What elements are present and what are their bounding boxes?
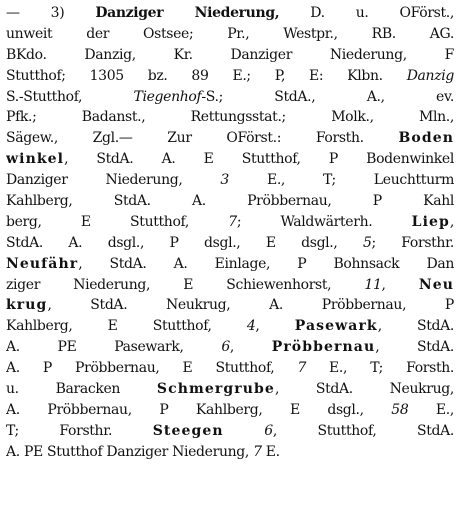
text-line bbox=[6, 191, 454, 212]
text-run bbox=[224, 423, 265, 439]
text-line bbox=[6, 170, 454, 191]
text-run: , StdA. bbox=[375, 339, 454, 356]
text-run: A. PE Stutthof Danziger Niederung, bbox=[6, 443, 254, 460]
text-line bbox=[6, 45, 454, 66]
text-line bbox=[6, 400, 454, 421]
text-run: -S.; StdA., A., ev. bbox=[201, 88, 454, 105]
place-name: Steegen bbox=[152, 422, 224, 439]
place-name: Pröbbernau bbox=[271, 339, 376, 356]
text-line bbox=[6, 275, 454, 296]
text-run: A. Pröbbernau, P Kahlberg, E dsgl., bbox=[6, 401, 392, 418]
text-run: , Stutthof, StdA. bbox=[272, 422, 454, 439]
text-run: ziger Niederung, E Schiewenhorst, bbox=[6, 276, 365, 293]
place-name: winkel bbox=[6, 151, 65, 168]
text-run: 7 bbox=[253, 443, 262, 460]
text-line bbox=[6, 212, 454, 233]
text-line bbox=[6, 149, 454, 170]
text-run: unweit der Ostsee; Pr., Westpr., RB. AG. bbox=[6, 25, 454, 42]
text-line bbox=[6, 442, 454, 463]
text-run: , bbox=[381, 276, 419, 293]
place-name: Schmergrube bbox=[156, 381, 275, 398]
place-name: Neu bbox=[418, 276, 454, 293]
text-run: , StdA. Neukrug, bbox=[274, 381, 454, 398]
text-run: D. u. OFörst., bbox=[279, 5, 454, 21]
text-run: S.-Stutthof, bbox=[6, 88, 134, 105]
text-run: Danziger Niederung, bbox=[6, 172, 221, 189]
text-run: E. bbox=[261, 443, 280, 460]
text-run: E., T; Leuchtturm bbox=[228, 172, 454, 189]
text-run: A. PE Pasewark, bbox=[6, 339, 222, 356]
text-run: — 3) bbox=[6, 5, 96, 21]
text-run: StdA. A. dsgl., P dsgl., E dsgl., bbox=[6, 234, 363, 251]
text-line bbox=[6, 337, 454, 358]
text-run: u. Baracken bbox=[6, 381, 157, 398]
text-line bbox=[6, 421, 454, 442]
text-line bbox=[6, 66, 454, 87]
text-run: Stutthof; 1305 bz. 89 E.; P, E: Klbn. bbox=[6, 67, 407, 84]
place-name: Neufähr bbox=[6, 255, 79, 272]
text-line bbox=[6, 295, 454, 316]
text-line bbox=[6, 107, 454, 128]
text-run: A. P Pröbbernau, E Stutthof, bbox=[6, 360, 298, 377]
text-run: 11 bbox=[364, 276, 382, 293]
place-name: krug bbox=[6, 297, 48, 314]
text-run: E., bbox=[408, 401, 454, 418]
text-run: , bbox=[449, 213, 454, 230]
text-line bbox=[6, 379, 454, 400]
text-run: Pfk.; Badanst., Rettungsstat.; Molk., Mln., bbox=[6, 109, 454, 126]
text-line bbox=[6, 233, 454, 254]
text-run: , StdA. bbox=[377, 318, 454, 335]
text-run: BKdo. Danzig, Kr. Danziger Niederung, F bbox=[6, 46, 454, 63]
text-line bbox=[6, 358, 454, 379]
text-run: Kahlberg, E Stutthof, bbox=[6, 318, 247, 335]
text-line bbox=[6, 3, 454, 24]
text-line bbox=[6, 254, 454, 275]
text-run: Danzig bbox=[406, 67, 454, 84]
text-run: , bbox=[229, 339, 272, 356]
text-run: Tiegenhof bbox=[133, 88, 202, 105]
text-line bbox=[6, 87, 454, 108]
text-line bbox=[6, 24, 454, 45]
text-run: 58 bbox=[391, 401, 409, 418]
text-run: 4 bbox=[246, 318, 256, 335]
text-run: ; Waldwärterh. bbox=[236, 213, 412, 230]
place-name: Boden bbox=[398, 130, 454, 147]
place-name: Liep bbox=[411, 213, 450, 230]
text-run: , bbox=[255, 318, 295, 335]
text-line bbox=[6, 128, 454, 149]
text-run: 3 bbox=[220, 172, 229, 189]
text-line bbox=[6, 316, 454, 337]
text-run: , StdA. A. E Stutthof, P Bodenwinkel bbox=[64, 151, 454, 168]
text-run: 7 bbox=[297, 360, 306, 377]
text-run: berg, E Stutthof, bbox=[6, 213, 229, 230]
text-run: 5 bbox=[362, 234, 372, 251]
place-name: Pasewark bbox=[294, 318, 378, 335]
text-run: , StdA. Neukrug, A. Pröbbernau, P bbox=[47, 297, 454, 314]
text-run: E., T; Forsth. bbox=[306, 360, 454, 377]
text-run: 6 bbox=[264, 422, 273, 439]
text-run: T; Forsthr. bbox=[6, 422, 153, 439]
text-run: Sägew., Zgl.— Zur OFörst.: Forsth. bbox=[6, 130, 399, 147]
text-run: 6 bbox=[221, 339, 230, 356]
text-run: , StdA. A. Einlage, P Bohnsack Dan bbox=[78, 255, 454, 272]
text-run: 7 bbox=[228, 213, 237, 230]
text-run: ; Forsthr. bbox=[371, 234, 454, 251]
text-run: Kahlberg, StdA. A. Pröbbernau, P Kahl bbox=[6, 193, 454, 210]
entry-headword: Danziger Niederung, bbox=[95, 5, 280, 21]
gazetteer-entry bbox=[6, 3, 454, 463]
